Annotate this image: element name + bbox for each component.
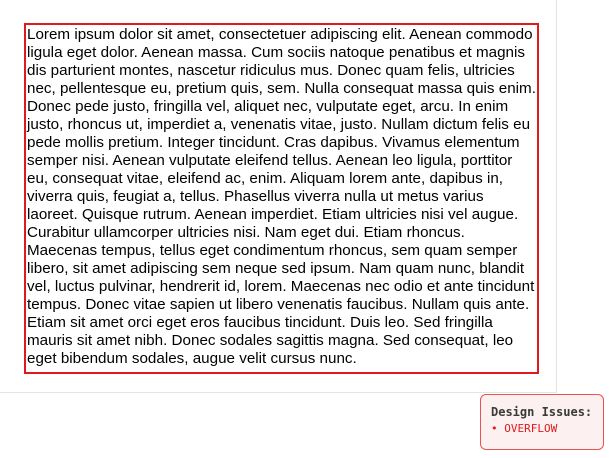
design-issues-title: Design Issues: — [491, 405, 593, 419]
issue-item-overflow: • OVERFLOW — [491, 422, 558, 435]
lorem-ipsum-paragraph: Lorem ipsum dolor sit amet, consectetuer adipiscing elit. Aenean commodo ligula eget dolor. Aenean massa. Cum sociis natoque penatibus et magnis dis parturient montes, nascetur ridiculus mus. Donec quam felis, ultricies nec, pellentesque eu, pretium quis, sem. Nulla consequat massa quis enim. Donec pede justo, fringilla vel, aliquet nec, vulputate eget, arcu. In enim justo, rhoncus ut, imperdiet a, venenatis vitae, justo. Nullam dictum felis eu pede mollis pretium. Integer tincidunt. Cras dapibus. Vivamus elementum semper nisi. Aenean vulputate eleifend tellus. Aenean leo ligula, porttitor eu, consequat vitae, eleifend ac, enim. Aliquam lorem ante, dapibus in, viverra quis, feugiat a, tellus. Phasellus viverra nulla ut metus varius laoreet. Quisque rutrum. Aenean imperdiet. Etiam ultricies nisi vel augue. Curabitur ullamcorper ultricies nisi. Nam eget dui. Etiam rhoncus. Maecenas tempus, tellus eget condimentum rhoncus, sem quam semper libero, sit amet adipiscing sem neque sed ipsum. Nam quam nunc, blandit vel, luctus pulvinar, hendrerit id, lorem. Maecenas nec odio et ante tincidunt tempus. Donec vitae sapien ut libero venenatis faucibus. Nullam quis ante. Etiam sit amet orci eget eros faucibus tincidunt. Duis leo. Sed fringilla mauris sit amet nibh. Donec sodales sagittis magna. Sed consequat, leo eget bibendum sodales, augue velit cursus nunc. — [27, 26, 536, 367]
design-issues-list — [491, 421, 593, 436]
overflow-text-box — [24, 23, 539, 374]
design-issues-panel — [480, 394, 604, 450]
